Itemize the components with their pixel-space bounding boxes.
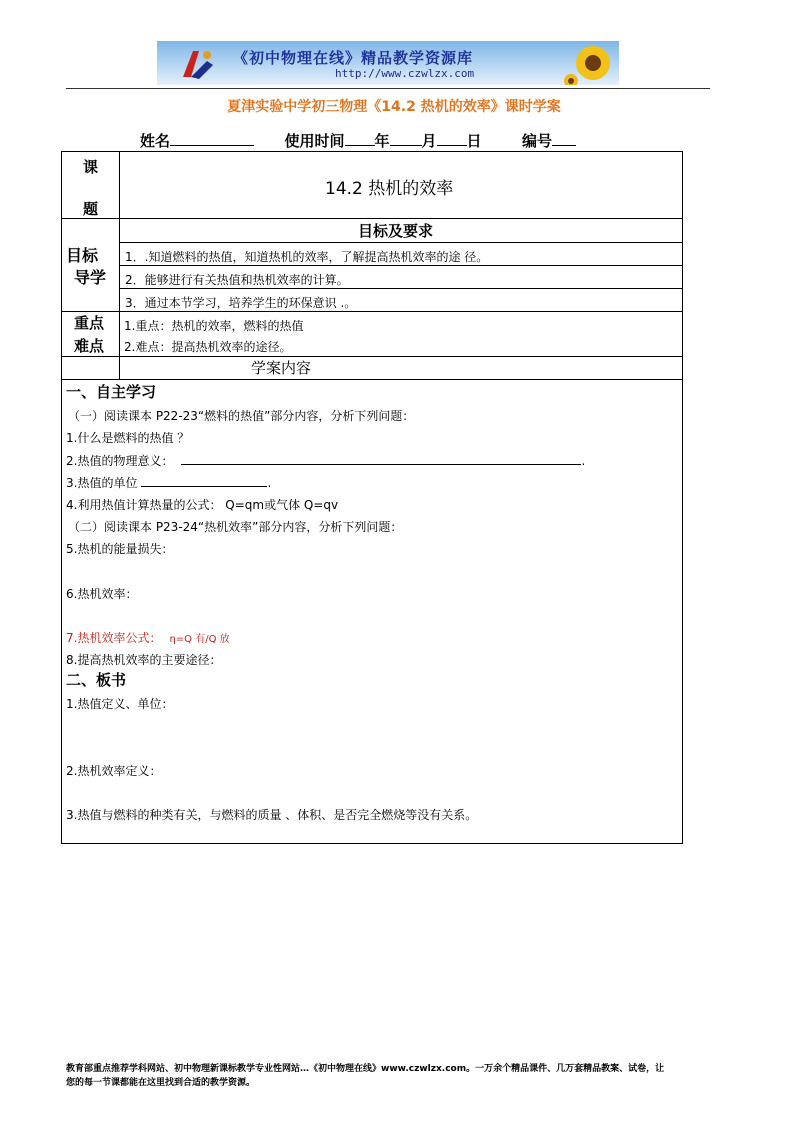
section-2-heading: 二、板书 (66, 671, 127, 689)
question-2-end: . (581, 454, 586, 468)
question-2-text: 2.热值的物理意义： (66, 454, 174, 468)
content-header: 学案内容 (251, 359, 312, 377)
topic-label-top: 课 (83, 158, 99, 176)
question-7 (66, 629, 230, 646)
part-2-intro: （二）阅读课本 P23-24“热机效率”部分内容，分析下列问题： (68, 520, 403, 534)
row-divider-topic (62, 218, 682, 219)
question-7-text: 7.热机效率公式： (66, 631, 162, 645)
question-1: 1.什么是燃料的热值 ？ (66, 431, 190, 445)
part-1-intro: （一）阅读课本 P22-23“燃料的热值”部分内容，分析下列问题： (68, 409, 415, 423)
header-banner (157, 41, 619, 85)
question-2 (66, 452, 585, 469)
board-item-1: 1.热值定义、单位： (66, 697, 174, 711)
goals-header: 目标及要求 (358, 222, 434, 240)
row-divider-keypoints (62, 356, 682, 357)
goals-label-bottom: 导学 (74, 268, 107, 287)
board-item-2: 2.热机效率定义： (66, 764, 162, 778)
goal-item-2: 2．能够进行有关热值和热机效率的计算。 (125, 273, 349, 287)
number-blank[interactable] (552, 131, 576, 146)
month-label: 月 (421, 132, 437, 150)
question-5: 5.热机的能量损失： (66, 542, 174, 556)
sunflower-icon (563, 43, 615, 85)
question-2-blank[interactable] (181, 452, 581, 465)
day-label: 日 (466, 132, 482, 150)
banner-url[interactable]: http://www.czwlzx.com (335, 67, 475, 80)
question-4: 4.利用热值计算热量的公式： Q=qm或气体 Q=qv (66, 498, 339, 512)
row-divider-goals (62, 311, 682, 312)
lesson-table (61, 151, 683, 844)
info-line (140, 130, 576, 151)
question-8: 8.提高热机效率的主要途径： (66, 653, 222, 667)
keypoints-label-bottom: 难点 (74, 337, 105, 355)
goal-item-3: 3．通过本节学习，培养学生的环保意识 .。 (125, 296, 357, 310)
topic-label-bottom: 题 (83, 200, 99, 218)
row-divider-goals-header (119, 242, 682, 243)
question-3-end: . (267, 476, 272, 490)
name-label: 姓名 (140, 132, 171, 150)
question-6: 6.热机效率： (66, 587, 138, 601)
month-blank[interactable] (390, 131, 422, 146)
row-divider-goal-2 (119, 288, 682, 289)
footer-note (66, 1062, 716, 1090)
document-title: 夏津实验中学初三物理《14.2 热机的效率》课时学案 (227, 99, 561, 115)
keypoint-item-2: 2.难点：提高热机效率的途径。 (124, 340, 292, 354)
time-label: 使用时间 (284, 132, 345, 150)
footer-line-1: 教育部重点推荐学科网站、初中物理新课标教学专业性网站…《初中物理在线》www.czwlzx.com。一万余个精品课件、几万套精品教案、试卷，让 (66, 1064, 665, 1074)
goal-item-1: 1．.知道燃料的热值，知道热机的效率，了解提高热机效率的途 径。 (125, 250, 489, 264)
site-logo-icon (177, 47, 217, 81)
goals-label-top: 目标 (66, 246, 99, 265)
question-3 (66, 474, 271, 491)
section-1-heading: 一、自主学习 (66, 383, 157, 401)
year-label: 年 (374, 132, 390, 150)
row-divider-content-header (62, 379, 682, 380)
row-divider-goal-1 (119, 265, 682, 266)
question-3-blank[interactable] (141, 474, 267, 487)
year-blank[interactable] (345, 131, 375, 146)
banner-title: 《初中物理在线》精品教学资源库 (233, 49, 474, 67)
header-divider (66, 88, 710, 89)
topic-title: 14.2 热机的效率 (325, 179, 454, 199)
number-label: 编号 (522, 132, 553, 150)
efficiency-formula: η=Q 有/Q 放 (169, 634, 230, 645)
day-blank[interactable] (437, 131, 467, 146)
name-blank[interactable] (170, 131, 254, 146)
question-3-text: 3.热值的单位 (66, 476, 138, 490)
keypoint-item-1: 1.重点：热机的效率，燃料的热值 (124, 319, 304, 333)
keypoints-label-top: 重点 (74, 314, 105, 332)
footer-line-2: 您的每一节课都能在这里找到合适的教学资源。 (66, 1078, 256, 1088)
board-item-3: 3.热值与燃料的种类有关，与燃料的质量 、体积、是否完全燃烧等没有关系。 (66, 808, 478, 822)
